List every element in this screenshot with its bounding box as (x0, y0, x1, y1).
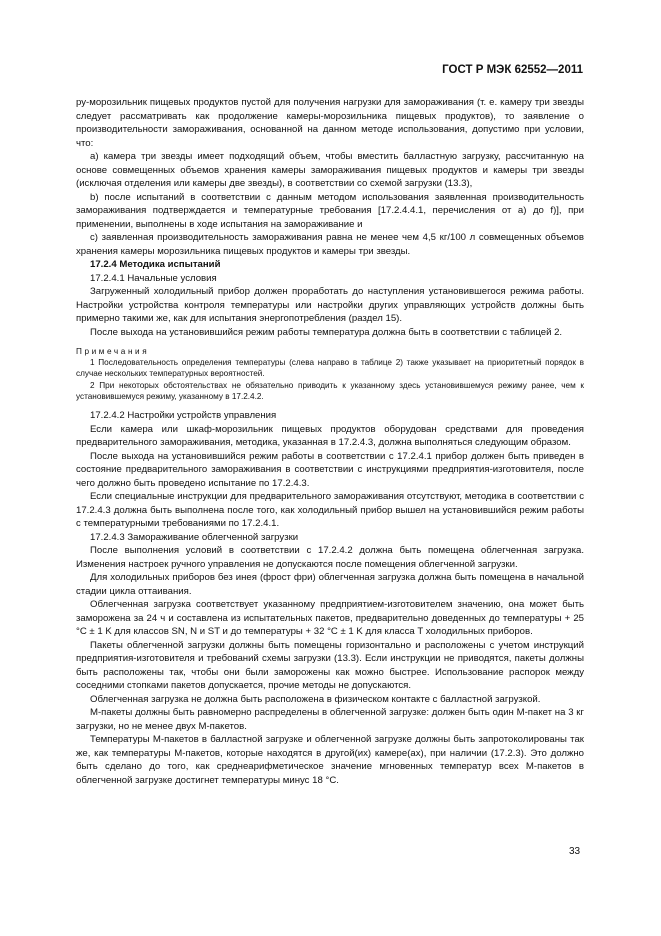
paragraph: ру-морозильник пищевых продуктов пустой для получения нагрузки для замораживания (т. е. камеру три звезды следует рассматривать как продолжение камеры-морозильника пищевых продуктов), то заявление о производительности замораживания, основанной на данном методе использования, допустимо при условии, что: (76, 97, 584, 149)
subsection-heading: 17.2.4.3 Замораживание облегченной загрузки (90, 531, 299, 543)
paragraph: Для холодильных приборов без инея (фрост фри) облегченная загрузка должна быть помещена в начальной стадии цикла оттаивания. (76, 572, 584, 597)
paragraph: Если специальные инструкции для предварительного замораживания отсутствуют, методика в соответствии с 17.2.4.3 должна быть выполнена после того, как холодильный прибор вышел на установившийся режим работы с температурными требованиями по 17.2.4.1. (76, 491, 584, 530)
subsection-heading: 17.2.4.2 Настройки устройств управления (90, 410, 277, 422)
page-number: 33 (569, 846, 581, 857)
paragraph: После выхода на установившийся режим работы температура должна быть в соответствии с таблицей 2. (90, 326, 563, 338)
section-heading: 17.2.4 Методика испытаний (90, 259, 221, 270)
subsection-heading: 17.2.4.1 Начальные условия (90, 272, 217, 284)
paragraph: Облегченная загрузка соответствует указанному предприятием-изготовителем значению, она может быть заморожена за 24 ч и составлена из испытательных пакетов, предварительно доведенных до температуры + 25 °C ± 1 K для классов SN, N и ST и до температуры + 32 °C ± 1 K для класса T холодильных приборов. (76, 599, 584, 638)
note-item: 2 При некоторых обстоятельствах не обязательно приводить к указанному здесь установившемуся режиму ранее, чем к установившемуся режиму, указанному в 17.2.4.2. (76, 380, 584, 401)
paragraph: Если камера или шкаф-морозильник пищевых продуктов оборудован средствами для проведения предварительного замораживания, методика, указанная в 17.2.4.3, должна выполняться следующим образом. (76, 423, 584, 449)
paragraph: Пакеты облегченной загрузки должны быть помещены горизонтально и расположены с учетом инструкций предприятия-изготовителя и требований схемы загрузки (13.3). Если инструкции не приводятся, пакеты должны быть расположены так, чтобы они были заморожены как можно быстрее. Использование распорок между соседними стопками пакетов допускается, прочие методы не допускаются. (76, 639, 584, 692)
list-item: b) после испытаний в соответствии с данным методом использования заявленная производительность замораживания подтверждается и температурные требования [17.2.4.4.1, перечисления от a) до f)], при применении, выполнены в ходе испытания на замораживание и (76, 191, 584, 230)
list-item: c) заявленная производительность замораживания равна не менее чем 4,5 кг/100 л совмещенных объемов хранения камеры морозильника пищевых продуктов и камеры три звезды. (76, 232, 584, 257)
paragraph: Облегченная загрузка не должна быть расположена в физическом контакте с балластной загрузкой. (90, 693, 541, 705)
notes-title: Примечания (76, 347, 150, 356)
note-item: 1 Последовательность определения температуры (слева направо в таблице 2) также указывает на приоритетный порядок в случае нескольких температурных вероятностей. (76, 358, 584, 379)
paragraph: М-пакеты должны быть равномерно распределены в облегченной загрузке: должен быть один М-пакет на 3 кг загрузки, но не менее двух М-пакетов. (76, 707, 584, 732)
document-body (76, 96, 584, 787)
list-item: a) камера три звезды имеет подходящий объем, чтобы вместить балластную загрузку, рассчитанную на основе совмещенных объемов хранения камеры замораживания пищевых продуктов и камеры три звезды (исключая отделения или камеры две звезды), в соответствии со схемой загрузки (13.3), (76, 151, 584, 189)
paragraph: Загруженный холодильный прибор должен проработать до наступления установившегося режима работы. Настройки устройства контроля температуры или настройки других управляющих устройств должны быть примерно такими же, как для испытания энергопотребления (раздел 15). (76, 286, 584, 324)
document-header: ГОСТ Р МЭК 62552—2011 (442, 64, 583, 76)
paragraph: Температуры М-пакетов в балластной загрузке и облегченной загрузке должны быть запротоколированы так же, как температуры М-пакетов, которые находятся в другой(их) камере(ах), при наличии (17.2.3). Это должно быть сделано до того, как среднеарифметическое значение мгновенных температур всех М-пакетов в облегченной загрузке достигнет температуры минус 18 °C. (76, 734, 584, 786)
paragraph: После выхода на установившийся режим работы в соответствии с 17.2.4.1 прибор должен быть приведен в состояние предварительного замораживания в соответствии с инструкциями предприятия-изготовителя, после чего должно быть проведено испытание по 17.2.4.3. (76, 450, 584, 489)
paragraph: После выполнения условий в соответствии с 17.2.4.2 должна быть помещена облегченная загрузка. Изменения настроек ручного управления не допускаются после помещения облегченной загрузки. (76, 545, 584, 570)
